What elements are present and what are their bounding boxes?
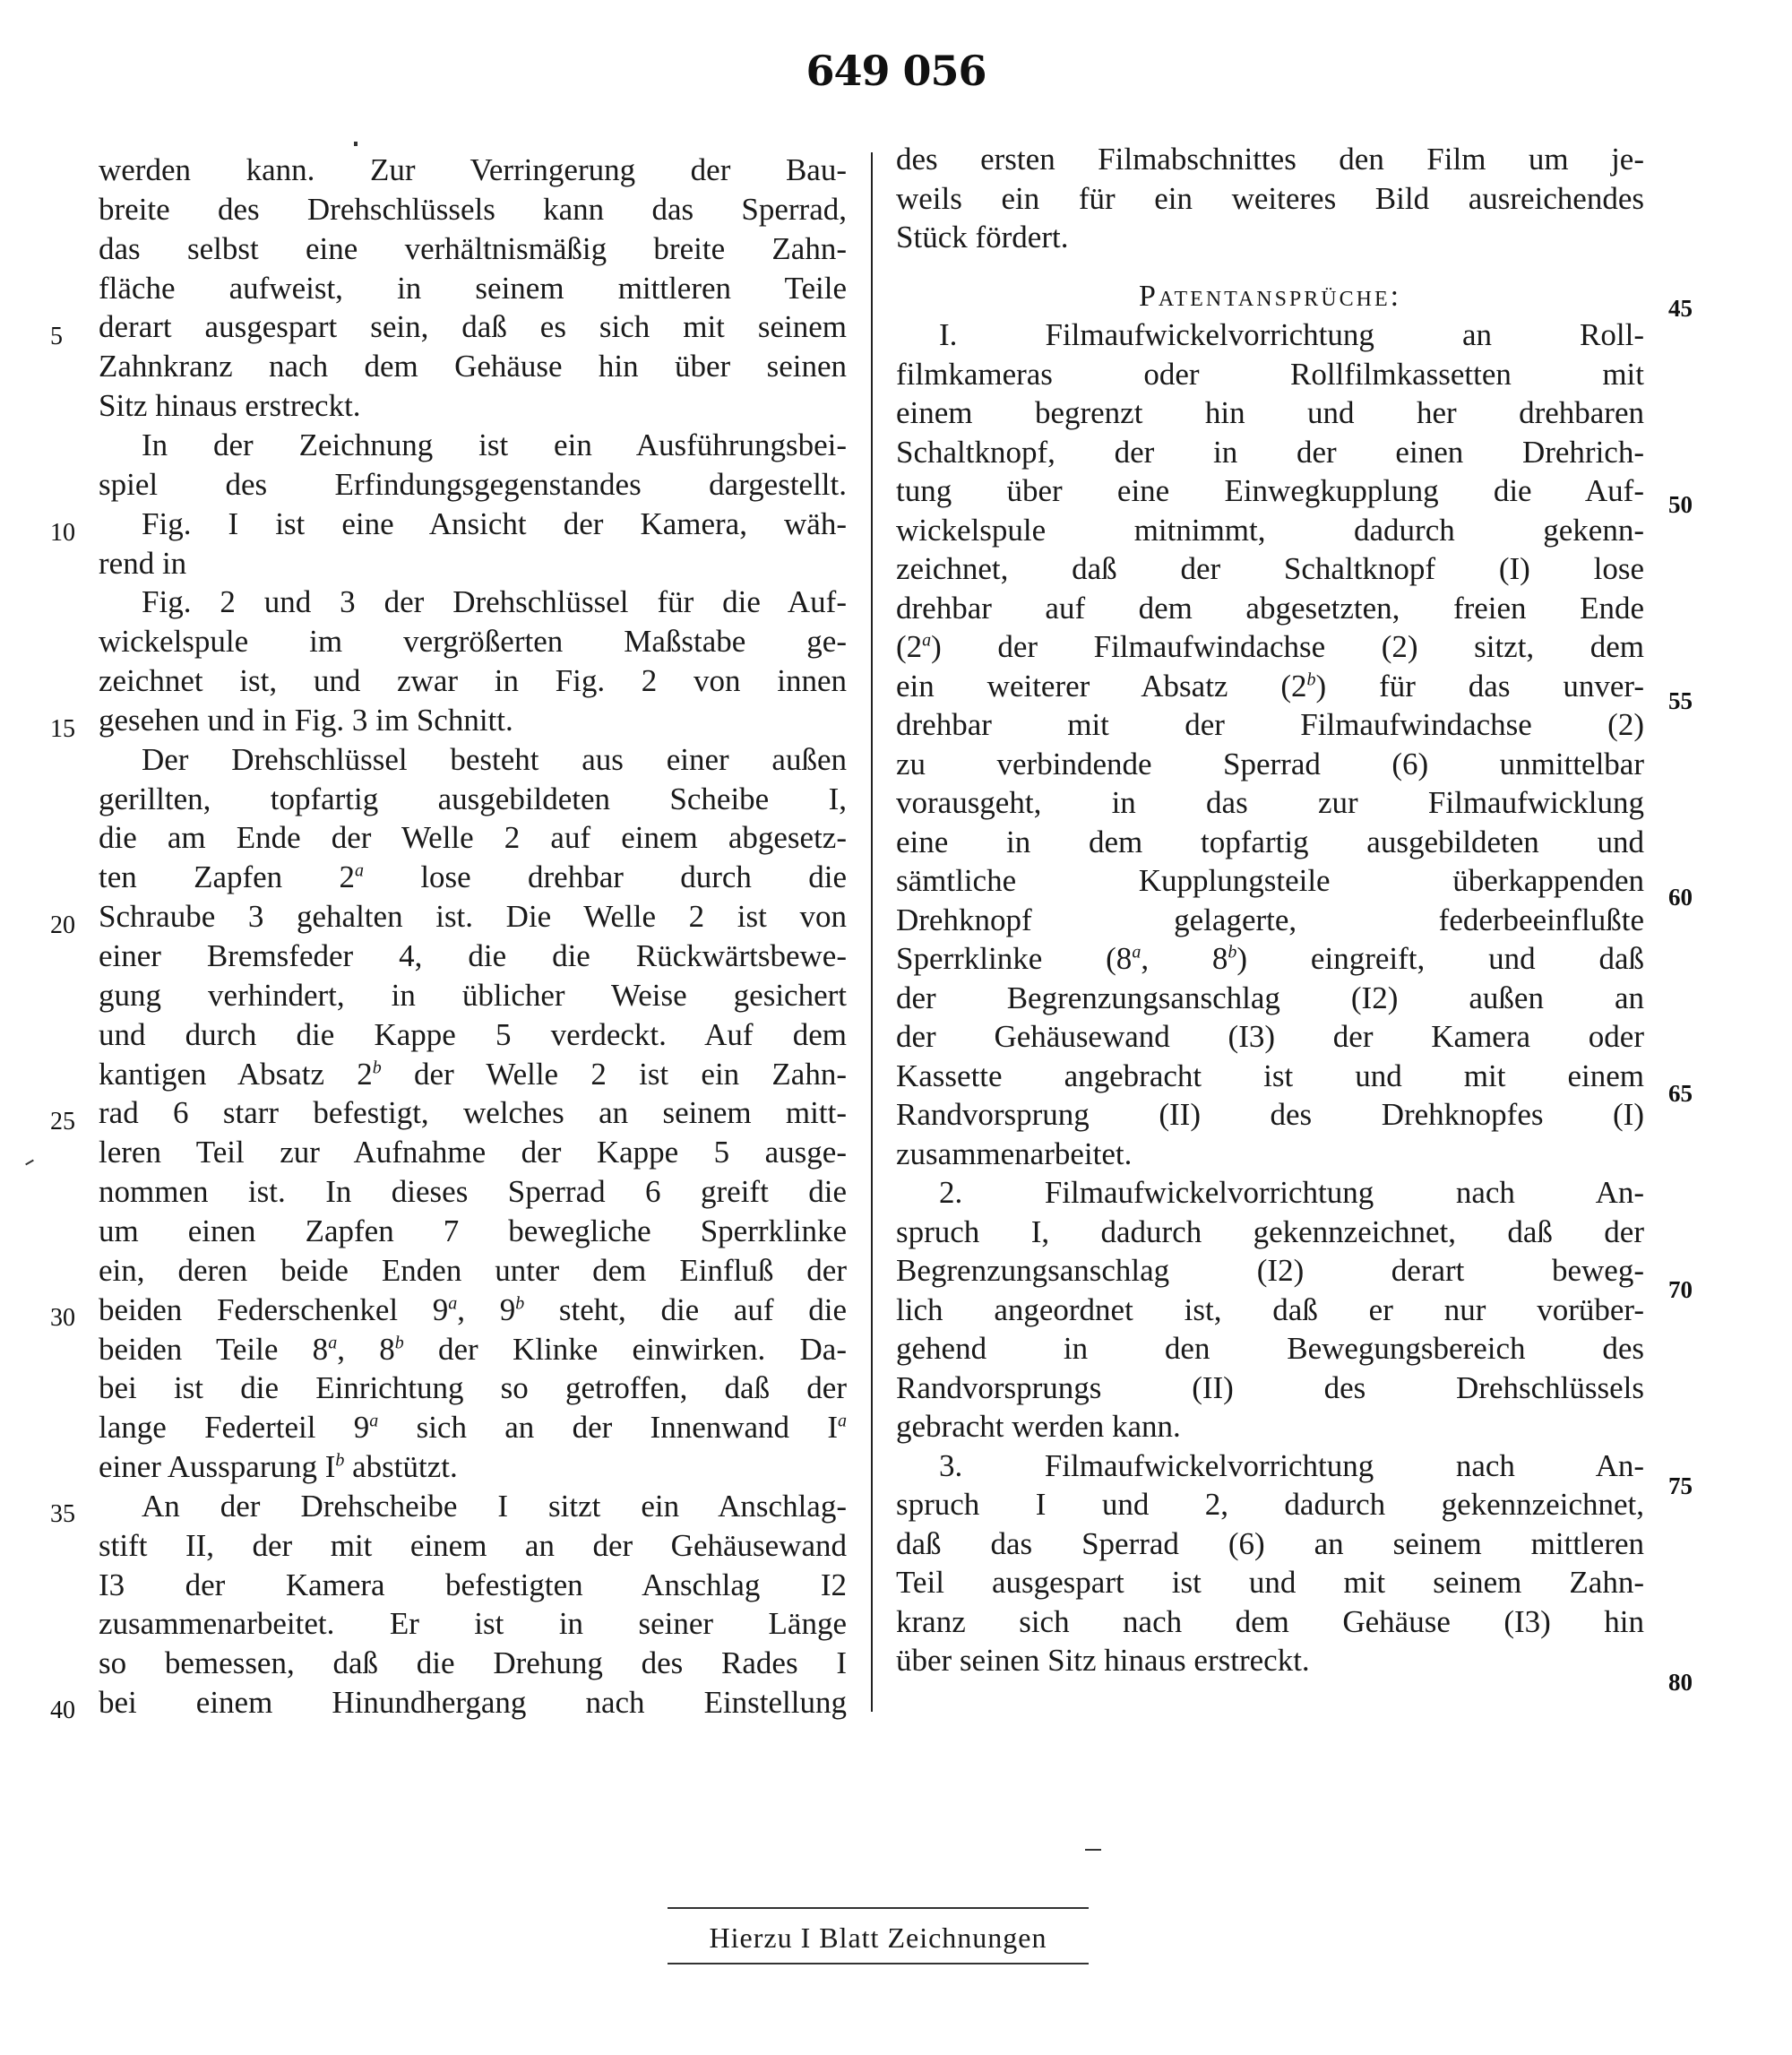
text-line <box>99 1055 847 1094</box>
text-run: ) für das unver- <box>1315 668 1645 704</box>
line-number: 5 <box>50 323 63 350</box>
superscript: a <box>369 1411 379 1431</box>
line-number: 65 <box>1668 1080 1693 1107</box>
text-line: vorausgeht, in das zur Filmaufwicklung <box>896 785 1644 820</box>
line-number: 20 <box>50 911 75 939</box>
text-line: spiel des Erfindungsgegenstandes dargestellt. <box>99 466 847 502</box>
text-line <box>99 1447 847 1487</box>
text-line: spruch I und 2, dadurch gekennzeichnet, <box>896 1487 1644 1522</box>
line-number: 25 <box>50 1108 75 1135</box>
text-line: breite des Drehschlüssels kann das Sperrad, <box>99 191 847 227</box>
text-line: und durch die Kappe 5 verdeckt. Auf dem <box>99 1016 847 1052</box>
text-line: die am Ende der Welle 2 auf einem abgesetz- <box>99 820 847 856</box>
text-line: kranz sich nach dem Gehäuse (I3) hin <box>896 1603 1644 1639</box>
print-speck <box>1085 1849 1101 1851</box>
text-line: über seinen Sitz hinaus erstreckt. <box>896 1643 1310 1678</box>
text-line <box>99 1330 847 1369</box>
line-number: 60 <box>1668 884 1693 911</box>
text-line <box>896 627 1644 667</box>
superscript: a <box>448 1292 458 1313</box>
footer-rule-bottom <box>668 1963 1089 1964</box>
text-line: drehbar mit der Filmaufwindachse (2) <box>896 707 1644 742</box>
text-run: , 8 <box>1141 941 1228 976</box>
text-line: fläche aufweist, in seinem mittleren Teile <box>99 270 847 306</box>
text-line: gung verhindert, in üblicher Weise gesichert <box>99 977 847 1013</box>
text-line <box>896 939 1644 979</box>
superscript: a <box>328 1332 338 1352</box>
text-run: lange Federteil 9 <box>99 1410 370 1446</box>
text-line: spruch I, dadurch gekennzeichnet, daß der <box>896 1213 1644 1249</box>
superscript: a <box>1132 942 1142 963</box>
text-line: Begrenzungsanschlag (I2) derart beweg- <box>896 1253 1644 1288</box>
text-line <box>99 1291 847 1330</box>
superscript: b <box>515 1292 525 1313</box>
superscript: b <box>1306 669 1316 689</box>
superscript: b <box>394 1332 404 1352</box>
text-line: zusammenarbeitet. Er ist in seiner Länge <box>99 1606 847 1642</box>
text-line: des ersten Filmabschnittes den Film um je- <box>896 142 1644 177</box>
text-line: Schaltknopf, der in der einen Drehrich- <box>896 434 1644 470</box>
text-run: kantigen Absatz 2 <box>99 1056 373 1092</box>
text-line <box>99 858 847 897</box>
text-line: Der Drehschlüssel besteht aus einer außen <box>142 741 847 777</box>
text-line: lich angeordnet ist, daß er nur vorüber- <box>896 1291 1644 1327</box>
column-divider <box>871 152 873 1712</box>
text-line: Stück fördert. <box>896 220 1069 255</box>
text-line: nommen ist. In dieses Sperrad 6 greift die <box>99 1174 847 1210</box>
patent-number: 649 056 <box>806 47 986 95</box>
print-speck <box>354 142 358 146</box>
text-run: abstützt. <box>344 1449 458 1485</box>
footer-note: Hierzu I Blatt Zeichnungen <box>709 1921 1047 1954</box>
text-run: sich an der Innenwand I <box>378 1410 838 1446</box>
line-number: 70 <box>1668 1276 1693 1303</box>
text-line: um einen Zapfen 7 bewegliche Sperrklinke <box>99 1213 847 1248</box>
text-line: sämtliche Kupplungsteile überkappenden <box>896 863 1644 898</box>
text-line: gesehen und in Fig. 3 im Schnitt. <box>99 702 513 738</box>
text-line <box>896 667 1644 706</box>
line-number: 40 <box>50 1697 75 1724</box>
line-number: 75 <box>1668 1472 1693 1499</box>
text-line: derart ausgespart sein, daß es sich mit seinem <box>99 309 847 345</box>
text-run: , 8 <box>337 1331 395 1367</box>
text-run: lose drehbar durch die <box>364 859 847 895</box>
text-line: Fig. 2 und 3 der Drehschlüssel für die Auf- <box>142 584 847 620</box>
text-run: beiden Teile 8 <box>99 1331 329 1367</box>
text-line: tung über eine Einwegkupplung die Auf- <box>896 473 1644 508</box>
text-run: beiden Federschenkel 9 <box>99 1291 449 1327</box>
superscript: a <box>838 1411 847 1431</box>
text-line: Kassette angebracht ist und mit einem <box>896 1058 1644 1093</box>
text-line: werden kann. Zur Verringerung der Bau- <box>99 152 847 187</box>
line-number: 80 <box>1668 1669 1693 1696</box>
superscript: a <box>355 860 364 881</box>
text-line: Schraube 3 gehalten ist. Die Welle 2 ist von <box>99 899 847 935</box>
text-line: An der Drehscheibe I sitzt ein Anschlag- <box>142 1488 847 1524</box>
text-line: so bemessen, daß die Drehung des Rades I <box>99 1645 847 1681</box>
line-number: 45 <box>1668 295 1693 322</box>
superscript: b <box>372 1057 382 1077</box>
text-line: In der Zeichnung ist ein Ausführungsbei- <box>142 427 847 462</box>
text-line: gehend in den Bewegungsbereich des <box>896 1331 1644 1366</box>
text-line: gerillten, topfartig ausgebildeten Scheibe I, <box>99 781 847 816</box>
text-line: bei ist die Einrichtung so getroffen, daß der <box>99 1370 847 1406</box>
print-speck <box>25 1160 34 1166</box>
line-number: 15 <box>50 715 75 743</box>
text-line: bei einem Hinundhergang nach Einstellung <box>99 1685 847 1721</box>
text-line: Teil ausgespart ist und mit seinem Zahn- <box>896 1565 1644 1600</box>
text-line: leren Teil zur Aufnahme der Kappe 5 ausge- <box>99 1135 847 1170</box>
text-line: wickelspule im vergrößerten Maßstabe ge- <box>99 624 847 660</box>
text-run: ) der Filmaufwindachse (2) sitzt, dem <box>931 629 1644 664</box>
text-line: gebracht werden kann. <box>896 1409 1181 1444</box>
text-line: der Begrenzungsanschlag (I2) außen an <box>896 980 1644 1015</box>
text-line: zu verbindende Sperrad (6) unmittelbar <box>896 746 1644 781</box>
superscript: a <box>922 630 932 651</box>
text-line: Sitz hinaus erstreckt. <box>99 388 361 424</box>
text-line: 2. Filmaufwickelvorrichtung nach An- <box>939 1175 1644 1210</box>
text-line: drehbar auf dem abgesetzten, freien Ende <box>896 590 1644 626</box>
text-run: (2 <box>896 629 923 664</box>
text-line: I3 der Kamera befestigten Anschlag I2 <box>99 1567 847 1602</box>
text-line: ein, deren beide Enden unter dem Einfluß der <box>99 1252 847 1288</box>
text-line: zeichnet ist, und zwar in Fig. 2 von innen <box>99 663 847 699</box>
section-heading: Patentansprüche: <box>1138 279 1402 313</box>
text-line: stift II, der mit einem an der Gehäusewand <box>99 1527 847 1563</box>
text-line: wickelspule mitnimmt, dadurch gekenn- <box>896 512 1644 548</box>
text-run: ein weiterer Absatz (2 <box>896 668 1307 704</box>
text-line: eine in dem topfartig ausgebildeten und <box>896 824 1644 859</box>
text-line: das selbst eine verhältnismäßig breite Zahn- <box>99 230 847 266</box>
text-run: Sperrklinke (8 <box>896 941 1133 976</box>
text-line: zusammenarbeitet. <box>896 1135 1133 1171</box>
text-line: Fig. I ist eine Ansicht der Kamera, wäh- <box>142 505 847 541</box>
line-number: 55 <box>1668 687 1693 714</box>
text-run: ) eingreift, und daß <box>1236 941 1644 976</box>
text-line: 3. Filmaufwickelvorrichtung nach An- <box>939 1447 1644 1483</box>
line-number: 30 <box>50 1304 75 1332</box>
text-line: einem begrenzt hin und her drehbaren <box>896 395 1644 430</box>
text-line: zeichnet, daß der Schaltknopf (I) lose <box>896 551 1644 586</box>
superscript: b <box>335 1450 345 1471</box>
text-line <box>99 1408 847 1447</box>
text-line: einer Bremsfeder 4, die die Rückwärtsbewe- <box>99 938 847 973</box>
text-run: der Welle 2 ist ein Zahn- <box>381 1056 847 1092</box>
superscript: b <box>1228 942 1237 963</box>
text-run: der Klinke einwirken. Da- <box>403 1331 847 1367</box>
text-line: I. Filmaufwickelvorrichtung an Roll- <box>939 317 1644 352</box>
line-number: 50 <box>1668 491 1693 518</box>
text-line: daß das Sperrad (6) an seinem mittleren <box>896 1525 1644 1561</box>
text-run: einer Aussparung I <box>99 1449 336 1485</box>
text-line: rend in <box>99 545 187 581</box>
text-run: steht, die auf die <box>524 1291 848 1327</box>
text-line: weils ein für ein weiteres Bild ausreichendes <box>896 180 1644 216</box>
line-number: 35 <box>50 1500 75 1528</box>
text-line: der Gehäusewand (I3) der Kamera oder <box>896 1019 1644 1054</box>
text-line: Drehknopf gelagerte, federbeeinflußte <box>896 902 1644 937</box>
text-line: Zahnkranz nach dem Gehäuse hin über seinen <box>99 349 847 384</box>
text-line: rad 6 starr befestigt, welches an seinem mitt- <box>99 1095 847 1131</box>
text-run: ten Zapfen 2 <box>99 859 355 895</box>
text-line: Randvorsprungs (II) des Drehschlüssels <box>896 1369 1644 1405</box>
text-line: Randvorsprung (II) des Drehknopfes (I) <box>896 1097 1644 1132</box>
text-line: filmkameras oder Rollfilmkassetten mit <box>896 356 1644 392</box>
line-number: 10 <box>50 519 75 547</box>
footer-rule-top <box>668 1907 1089 1909</box>
text-run: , 9 <box>457 1291 516 1327</box>
